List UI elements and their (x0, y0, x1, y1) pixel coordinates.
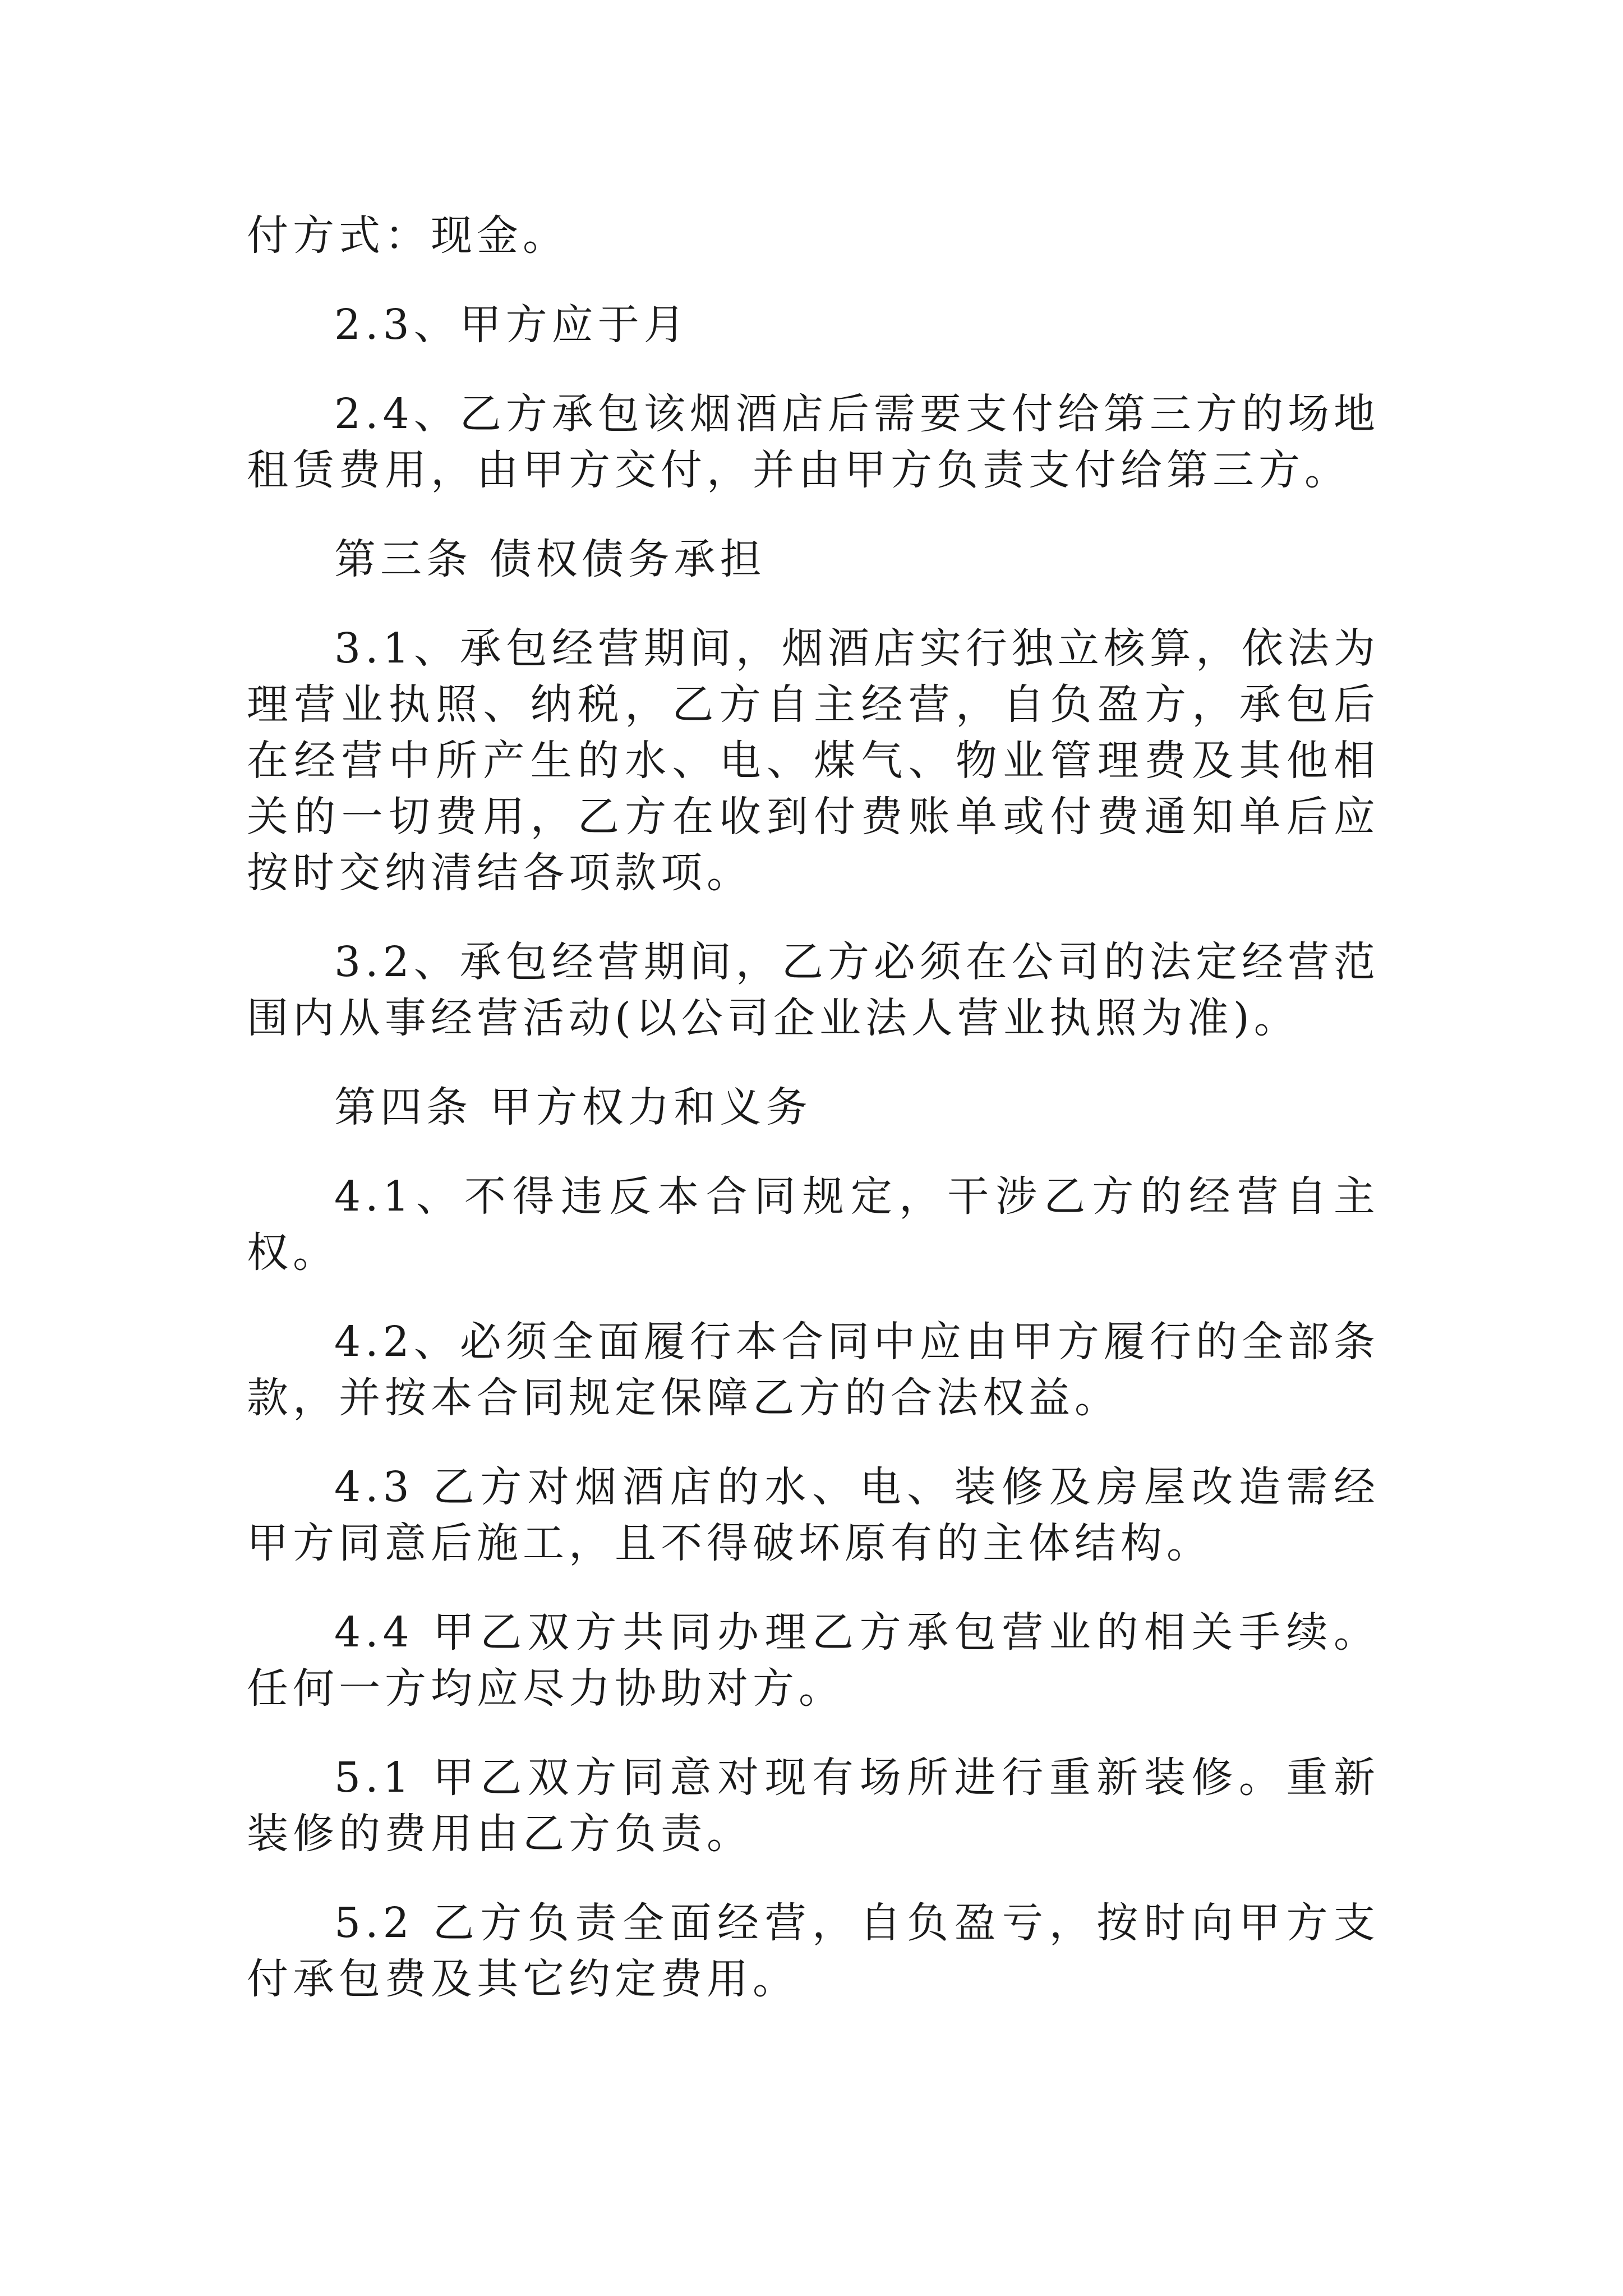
clause-5-1: 5.1 甲乙双方同意对现有场所进行重新装修。重新装修的费用由乙方负责。 (247, 1754, 1380, 1858)
clause-4-4: 4.4 甲乙双方共同办理乙方承包营业的相关手续。任何一方均应尽力协助对方。 (247, 1608, 1380, 1713)
clause-4-2: 4.2、必须全面履行本合同中应由甲方履行的全部条款，并按本合同规定保障乙方的合法权益。 (247, 1318, 1380, 1422)
clause-4-3: 4.3 乙方对烟酒店的水、电、装修及房屋改造需经甲方同意后施工，且不得破坏原有的主体结构。 (247, 1463, 1380, 1567)
document-body (247, 208, 1380, 2040)
clause-2-4: 2.4、乙方承包该烟酒店后需要支付给第三方的场地租赁费用，由甲方交付，并由甲方负责支付给第三方。 (247, 390, 1380, 494)
clause-4-1: 4.1、不得违反本合同规定，干涉乙方的经营自主权。 (247, 1172, 1380, 1277)
clause-3-1: 3.1、承包经营期间，烟酒店实行独立核算，依法为理营业执照、纳税，乙方自主经营，自负盈方，承包后在经营中所产生的水、电、煤气、物业管理费及其他相关的一切费用，乙方在收到付费账单或付费通知单后应按时交纳清结各项款项。 (247, 624, 1380, 897)
clause-5-2: 5.2 乙方负责全面经营，自负盈亏，按时向甲方支付承包费及其它约定费用。 (247, 1899, 1380, 2003)
article-4-heading: 第四条 甲方权力和义务 (334, 1083, 812, 1131)
clause-2-3: 2.3、甲方应于月 (334, 301, 690, 349)
article-3-heading: 第三条 债权债务承担 (334, 535, 766, 583)
paragraph-payment-method: 付方式：现金。 (247, 211, 569, 260)
clause-3-2: 3.2、承包经营期间，乙方必须在公司的法定经营范围内从事经营活动(以公司企业法人营业执照为准)。 (247, 938, 1380, 1042)
